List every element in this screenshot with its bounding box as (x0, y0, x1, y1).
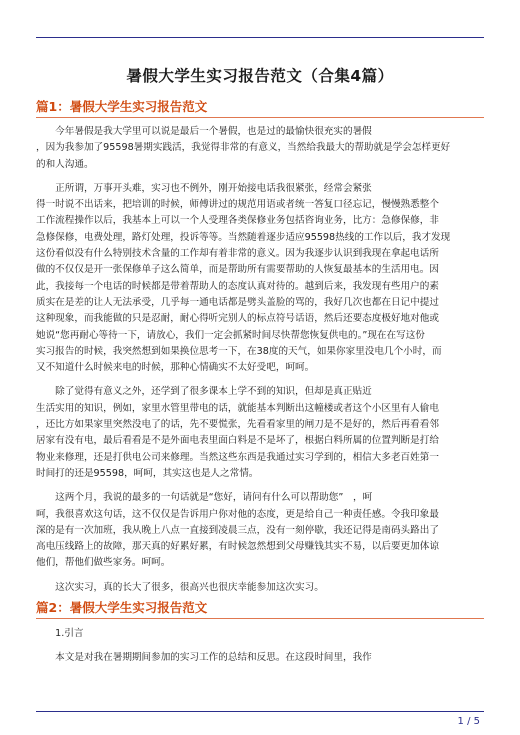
paragraph-line: ，因为我参加了95598暑期实践活，我觉得非常的有意义，当然给我最大的帮助就是学会怎样更好 (36, 142, 451, 154)
document-title: 暑假大学生实习报告范文（合集4篇） (126, 67, 394, 85)
paragraph-line: 高电压线路上的故障，那天真的好累好累，有时候忽然想到父母赚钱其实不易，以后要更加体谅 (36, 541, 439, 553)
footer-rule (36, 711, 484, 712)
paragraph-line: 居家有没有电，最后看看是不是外面电表里面白料是不是坏了，根据白料所属的位置判断是打给 (36, 435, 439, 447)
paragraph-line: 这两个月，我说的最多的一句话就是“您好，请问有什么可以帮助您” ，呵 (36, 492, 373, 504)
paragraph-line: 呵，我很喜欢这句话，这不仅仅是告诉用户你对他的态度，更是给自己一种责任感。令我印象最 (36, 508, 439, 520)
paragraph-line: 本文是对我在暑期期间参加的实习工作的总结和反思。在这段时间里，我作 (36, 652, 372, 664)
header-rule (36, 37, 484, 38)
paragraph-line: 她说“您再耐心等待一下，请放心，我们一定会抓紧时间尽快帮您恢复供电的。”现在在写这份 (36, 329, 425, 341)
paragraph-line: 时间打的还是95598，呵呵，其实这也是人之常情。 (36, 467, 259, 479)
paragraph-line: 生活实用的知识，例如，家里水管里带电的话，就能基本判断出这幢楼或者这个小区里有人偷电 (36, 402, 439, 414)
paragraph-line: 这次实习，真的长大了很多，很高兴也很庆幸能参加这次实习。 (36, 581, 324, 593)
section1-body (36, 124, 484, 596)
paragraph-line: 他们，帮他们做些家务。呵呵。 (36, 557, 171, 569)
paragraph-line: 的和人沟通。 (36, 158, 94, 170)
paragraph-line: 实习报告的时候，我突然想到如果换位思考一下，在38度的天气，如果你家里没电几个小时，而 (36, 345, 442, 357)
paragraph-line: 得一时说不出话来，把培训的时候，师傅讲过的规范用语或者统一答复口径忘记，慢慢熟悉整个 (36, 199, 439, 211)
paragraph-line: 工作流程操作以后，我基本上可以一个人受理各类保修业务包括咨询业务，比方：急修保修，非 (36, 215, 439, 227)
paragraph-line: 此，我接每一个电话的时候都是带着帮助人的态度认真对待的。越到后来，我发现有些用户的素 (36, 280, 439, 292)
section1-divider (36, 117, 484, 118)
paragraph-line: 这种现象，而我能做的只是忍耐，耐心得听完别人的标点符号话语，然后还要态度极好地对他或 (36, 313, 439, 325)
section2-divider (36, 618, 484, 619)
paragraph-line: 1.引言 (36, 628, 84, 639)
paragraph-line: 物业来修理，还是打供电公司来修理。当然这些东西是我通过实习学到的，相信大多老百姓第一 (36, 451, 439, 463)
section1-heading: 篇1：暑假大学生实习报告范文 (36, 99, 208, 114)
paragraph-line: 又不知道什么时候来电的时候，那种心情确实不太好受吧，呵呵。 (36, 362, 315, 374)
paragraph-line: 急修保修，电费处理，路灯处理，投诉等等。当然随着逐步适应95598热线的工作以后，我才发现 (36, 231, 451, 243)
paragraph-line: 除了觉得有意义之外，还学到了很多课本上学不到的知识，但却是真正贴近 (36, 386, 372, 398)
paragraph-line: 做的不仅仅是开一张保修单子这么简单，而是帮助所有需要帮助的人恢复最基本的生活用电。因 (36, 264, 439, 276)
paragraph-line: 质实在是差的让人无法承受，几乎每一通电话都是劈头盖脸的骂的，我好几次也都在日记中提过 (36, 296, 439, 308)
paragraph-line: 正所谓，万事开头难，实习也不例外，刚开始接电话我很紧张，经常会紧张 (36, 182, 372, 194)
paragraph-line: 今年暑假是我大学里可以说是最后一个暑假，也是过的最愉快很充实的暑假 (36, 126, 372, 137)
paragraph-line: 这份看似没有什么特别技术含量的工作却有着非常的意义。因为我逐步认识到我现在拿起电话所 (36, 248, 439, 260)
section2-body (36, 626, 484, 667)
paragraph-line: ，还比方如果家里突然没电了的话，先不要慌张，先看看家里的闸刀是不是好的，然后再看看邻 (36, 419, 439, 431)
paragraph-line: 深的是有一次加班，我从晚上八点一直接到凌晨三点，没有一刻停歇，我还记得是南码头路出了 (36, 524, 439, 536)
page-number: 1 / 5 (457, 716, 480, 727)
section2-heading: 篇2：暑假大学生实习报告范文 (36, 600, 208, 615)
